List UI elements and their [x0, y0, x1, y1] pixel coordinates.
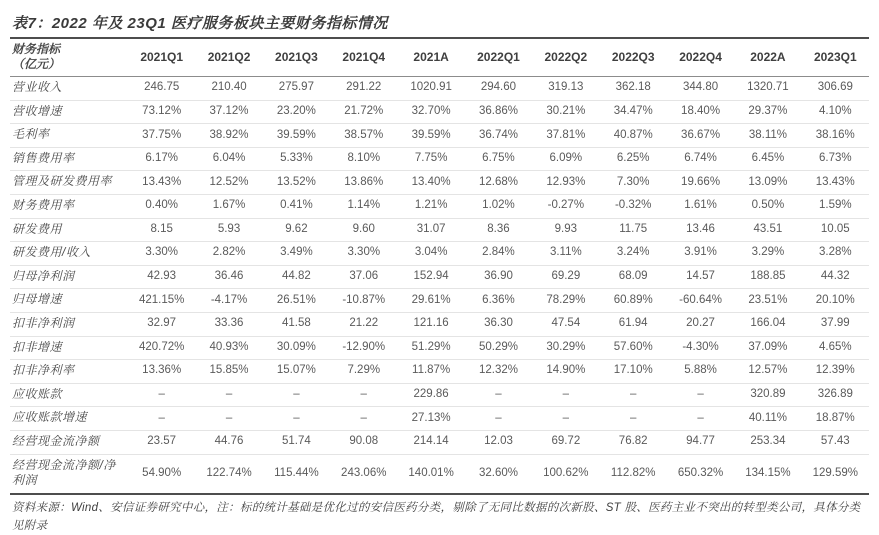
financial-indicators-table	[10, 39, 869, 495]
row-label: 归母净利润	[10, 265, 128, 289]
cell: 4.65%	[802, 336, 869, 360]
table-row	[10, 194, 869, 218]
cell: 38.57%	[330, 124, 397, 148]
cell: 29.61%	[397, 289, 464, 313]
cell: 4.10%	[802, 100, 869, 124]
cell: 9.62	[263, 218, 330, 242]
cell: 13.52%	[263, 171, 330, 195]
cell: -60.64%	[667, 289, 734, 313]
cell: –	[128, 407, 195, 431]
cell: 38.16%	[802, 124, 869, 148]
cell: 10.05	[802, 218, 869, 242]
cell: 8.10%	[330, 147, 397, 171]
cell: 12.93%	[532, 171, 599, 195]
cell: 7.75%	[397, 147, 464, 171]
cell: 3.11%	[532, 242, 599, 266]
cell: 20.27	[667, 312, 734, 336]
cell: 37.09%	[734, 336, 801, 360]
cell: 15.85%	[195, 360, 262, 384]
cell: 8.36	[465, 218, 532, 242]
cell: 34.47%	[600, 100, 667, 124]
table-row	[10, 171, 869, 195]
table-header	[10, 39, 869, 77]
cell: 12.03	[465, 430, 532, 454]
cell: 100.62%	[532, 454, 599, 494]
cell: 44.32	[802, 265, 869, 289]
table-row	[10, 77, 869, 101]
cell: 38.11%	[734, 124, 801, 148]
cell: 3.28%	[802, 242, 869, 266]
source-note: 资料来源：Wind、安信证券研究中心，注：标的统计基础是优化过的安信医药分类，剔除了无同比数据的次新股、ST 股、医药主业不突出的转型类公司，具体分类见附录	[12, 501, 861, 532]
cell: 129.59%	[802, 454, 869, 494]
cell: –	[263, 407, 330, 431]
cell: 1320.71	[734, 77, 801, 101]
table-title: 表7：2022 年及 23Q1 医疗服务板块主要财务指标情况	[12, 15, 388, 32]
cell: 319.13	[532, 77, 599, 101]
cell: 36.67%	[667, 124, 734, 148]
cell: 3.49%	[263, 242, 330, 266]
cell: 9.60	[330, 218, 397, 242]
cell: 60.89%	[600, 289, 667, 313]
cell: 1.67%	[195, 194, 262, 218]
cell: 229.86	[397, 383, 464, 407]
row-label: 经营现金流净额/净利润	[10, 454, 128, 494]
cell: 51.74	[263, 430, 330, 454]
cell: 37.99	[802, 312, 869, 336]
cell: 6.74%	[667, 147, 734, 171]
cell: 294.60	[465, 77, 532, 101]
row-label: 经营现金流净额	[10, 430, 128, 454]
cell: 32.97	[128, 312, 195, 336]
table-row	[10, 312, 869, 336]
cell: 12.68%	[465, 171, 532, 195]
row-label: 财务费用率	[10, 194, 128, 218]
cell: 12.32%	[465, 360, 532, 384]
cell: –	[667, 383, 734, 407]
header-indicator-label	[10, 39, 128, 77]
cell: 2.82%	[195, 242, 262, 266]
cell: 23.57	[128, 430, 195, 454]
cell: 275.97	[263, 77, 330, 101]
cell: 3.29%	[734, 242, 801, 266]
cell: 90.08	[330, 430, 397, 454]
cell: 11.87%	[397, 360, 464, 384]
table-row	[10, 454, 869, 494]
cell: 0.40%	[128, 194, 195, 218]
column-header-2022a: 2022A	[734, 39, 801, 77]
cell: 140.01%	[397, 454, 464, 494]
cell: 40.93%	[195, 336, 262, 360]
table-row	[10, 265, 869, 289]
cell: 36.30	[465, 312, 532, 336]
cell: 5.88%	[667, 360, 734, 384]
cell: 40.11%	[734, 407, 801, 431]
cell: 37.06	[330, 265, 397, 289]
cell: 33.36	[195, 312, 262, 336]
cell: 61.94	[600, 312, 667, 336]
cell: 13.43%	[802, 171, 869, 195]
cell: 18.40%	[667, 100, 734, 124]
cell: 57.60%	[600, 336, 667, 360]
row-label: 研发费用/收入	[10, 242, 128, 266]
cell: 13.86%	[330, 171, 397, 195]
cell: 326.89	[802, 383, 869, 407]
table-row	[10, 360, 869, 384]
cell: 14.57	[667, 265, 734, 289]
table-row	[10, 289, 869, 313]
cell: 152.94	[397, 265, 464, 289]
column-header-2021a: 2021A	[397, 39, 464, 77]
column-header-2021q1: 2021Q1	[128, 39, 195, 77]
cell: -0.27%	[532, 194, 599, 218]
cell: -10.87%	[330, 289, 397, 313]
cell: 291.22	[330, 77, 397, 101]
cell: 1020.91	[397, 77, 464, 101]
cell: 1.14%	[330, 194, 397, 218]
cell: 3.30%	[330, 242, 397, 266]
cell: 9.93	[532, 218, 599, 242]
cell: 243.06%	[330, 454, 397, 494]
table-body	[10, 77, 869, 494]
cell: 36.90	[465, 265, 532, 289]
cell: 30.29%	[532, 336, 599, 360]
cell: 19.66%	[667, 171, 734, 195]
cell: 41.58	[263, 312, 330, 336]
cell: 6.45%	[734, 147, 801, 171]
cell: 36.46	[195, 265, 262, 289]
cell: –	[195, 407, 262, 431]
column-header-2021q2: 2021Q2	[195, 39, 262, 77]
cell: 14.90%	[532, 360, 599, 384]
cell: 23.51%	[734, 289, 801, 313]
cell: 1.61%	[667, 194, 734, 218]
cell: –	[532, 407, 599, 431]
table-row	[10, 242, 869, 266]
cell: 47.54	[532, 312, 599, 336]
cell: 37.81%	[532, 124, 599, 148]
cell: 21.72%	[330, 100, 397, 124]
cell: 1.02%	[465, 194, 532, 218]
column-header-2023q1: 2023Q1	[802, 39, 869, 77]
cell: 20.10%	[802, 289, 869, 313]
cell: 6.17%	[128, 147, 195, 171]
cell: 420.72%	[128, 336, 195, 360]
cell: 40.87%	[600, 124, 667, 148]
cell: –	[195, 383, 262, 407]
cell: 44.76	[195, 430, 262, 454]
cell: 5.93	[195, 218, 262, 242]
cell: 69.72	[532, 430, 599, 454]
cell: 23.20%	[263, 100, 330, 124]
cell: 320.89	[734, 383, 801, 407]
cell: 12.52%	[195, 171, 262, 195]
row-label: 研发费用	[10, 218, 128, 242]
cell: 13.09%	[734, 171, 801, 195]
cell: 30.21%	[532, 100, 599, 124]
cell: 36.86%	[465, 100, 532, 124]
row-label: 营业收入	[10, 77, 128, 101]
table-row	[10, 336, 869, 360]
table-row	[10, 430, 869, 454]
table-row	[10, 147, 869, 171]
cell: 122.74%	[195, 454, 262, 494]
cell: 8.15	[128, 218, 195, 242]
cell: 3.91%	[667, 242, 734, 266]
cell: 166.04	[734, 312, 801, 336]
cell: 43.51	[734, 218, 801, 242]
cell: 57.43	[802, 430, 869, 454]
cell: 39.59%	[397, 124, 464, 148]
column-header-2022q2: 2022Q2	[532, 39, 599, 77]
cell: –	[600, 407, 667, 431]
header-indicator-line1: 财务指标	[12, 42, 61, 56]
cell: 13.43%	[128, 171, 195, 195]
header-indicator-line2: （亿元）	[12, 57, 61, 71]
cell: 26.51%	[263, 289, 330, 313]
row-label: 归母增速	[10, 289, 128, 313]
column-header-2022q4: 2022Q4	[667, 39, 734, 77]
cell: -4.17%	[195, 289, 262, 313]
cell: –	[263, 383, 330, 407]
table-row	[10, 383, 869, 407]
cell: 31.07	[397, 218, 464, 242]
table-row	[10, 407, 869, 431]
column-header-2022q1: 2022Q1	[465, 39, 532, 77]
cell: 246.75	[128, 77, 195, 101]
cell: 21.22	[330, 312, 397, 336]
cell: -12.90%	[330, 336, 397, 360]
cell: 18.87%	[802, 407, 869, 431]
row-label: 应收账款	[10, 383, 128, 407]
row-label: 毛利率	[10, 124, 128, 148]
cell: 1.21%	[397, 194, 464, 218]
row-label: 营收增速	[10, 100, 128, 124]
cell: 115.44%	[263, 454, 330, 494]
cell: 134.15%	[734, 454, 801, 494]
cell: 7.29%	[330, 360, 397, 384]
cell: 68.09	[600, 265, 667, 289]
cell: 37.75%	[128, 124, 195, 148]
cell: 6.25%	[600, 147, 667, 171]
table-row	[10, 100, 869, 124]
cell: 78.29%	[532, 289, 599, 313]
cell: 76.82	[600, 430, 667, 454]
cell: 210.40	[195, 77, 262, 101]
cell: 32.60%	[465, 454, 532, 494]
cell: 42.93	[128, 265, 195, 289]
cell: 3.30%	[128, 242, 195, 266]
cell: 421.15%	[128, 289, 195, 313]
cell: 6.75%	[465, 147, 532, 171]
cell: 27.13%	[397, 407, 464, 431]
cell: 51.29%	[397, 336, 464, 360]
cell: 11.75	[600, 218, 667, 242]
cell: –	[532, 383, 599, 407]
cell: 30.09%	[263, 336, 330, 360]
cell: 44.82	[263, 265, 330, 289]
cell: –	[465, 383, 532, 407]
cell: 0.50%	[734, 194, 801, 218]
cell: –	[600, 383, 667, 407]
cell: 0.41%	[263, 194, 330, 218]
cell: –	[330, 383, 397, 407]
row-label: 扣非增速	[10, 336, 128, 360]
cell: 12.57%	[734, 360, 801, 384]
cell: 12.39%	[802, 360, 869, 384]
cell: 50.29%	[465, 336, 532, 360]
cell: 1.59%	[802, 194, 869, 218]
cell: 13.46	[667, 218, 734, 242]
row-label: 扣非净利润	[10, 312, 128, 336]
cell: 15.07%	[263, 360, 330, 384]
cell: –	[667, 407, 734, 431]
cell: 188.85	[734, 265, 801, 289]
cell: 6.36%	[465, 289, 532, 313]
cell: 29.37%	[734, 100, 801, 124]
table-row	[10, 124, 869, 148]
row-label: 应收账款增速	[10, 407, 128, 431]
cell: 121.16	[397, 312, 464, 336]
cell: 69.29	[532, 265, 599, 289]
cell: 650.32%	[667, 454, 734, 494]
cell: –	[465, 407, 532, 431]
cell: 306.69	[802, 77, 869, 101]
cell: 7.30%	[600, 171, 667, 195]
cell: 32.70%	[397, 100, 464, 124]
cell: 3.24%	[600, 242, 667, 266]
cell: 362.18	[600, 77, 667, 101]
cell: 6.04%	[195, 147, 262, 171]
header-row	[10, 39, 869, 77]
cell: 36.74%	[465, 124, 532, 148]
cell: -4.30%	[667, 336, 734, 360]
column-header-2021q4: 2021Q4	[330, 39, 397, 77]
cell: 5.33%	[263, 147, 330, 171]
cell: 253.34	[734, 430, 801, 454]
cell: 73.12%	[128, 100, 195, 124]
row-label: 扣非净利率	[10, 360, 128, 384]
cell: -0.32%	[600, 194, 667, 218]
column-header-2022q3: 2022Q3	[600, 39, 667, 77]
cell: 13.40%	[397, 171, 464, 195]
row-label: 管理及研发费用率	[10, 171, 128, 195]
cell: 6.09%	[532, 147, 599, 171]
cell: 2.84%	[465, 242, 532, 266]
cell: 3.04%	[397, 242, 464, 266]
column-header-2021q3: 2021Q3	[263, 39, 330, 77]
row-label: 销售费用率	[10, 147, 128, 171]
cell: 13.36%	[128, 360, 195, 384]
cell: 39.59%	[263, 124, 330, 148]
cell: 94.77	[667, 430, 734, 454]
cell: 54.90%	[128, 454, 195, 494]
cell: 37.12%	[195, 100, 262, 124]
cell: 6.73%	[802, 147, 869, 171]
cell: 38.92%	[195, 124, 262, 148]
cell: –	[128, 383, 195, 407]
cell: 112.82%	[600, 454, 667, 494]
cell: 344.80	[667, 77, 734, 101]
cell: 17.10%	[600, 360, 667, 384]
table-row	[10, 218, 869, 242]
cell: –	[330, 407, 397, 431]
cell: 214.14	[397, 430, 464, 454]
